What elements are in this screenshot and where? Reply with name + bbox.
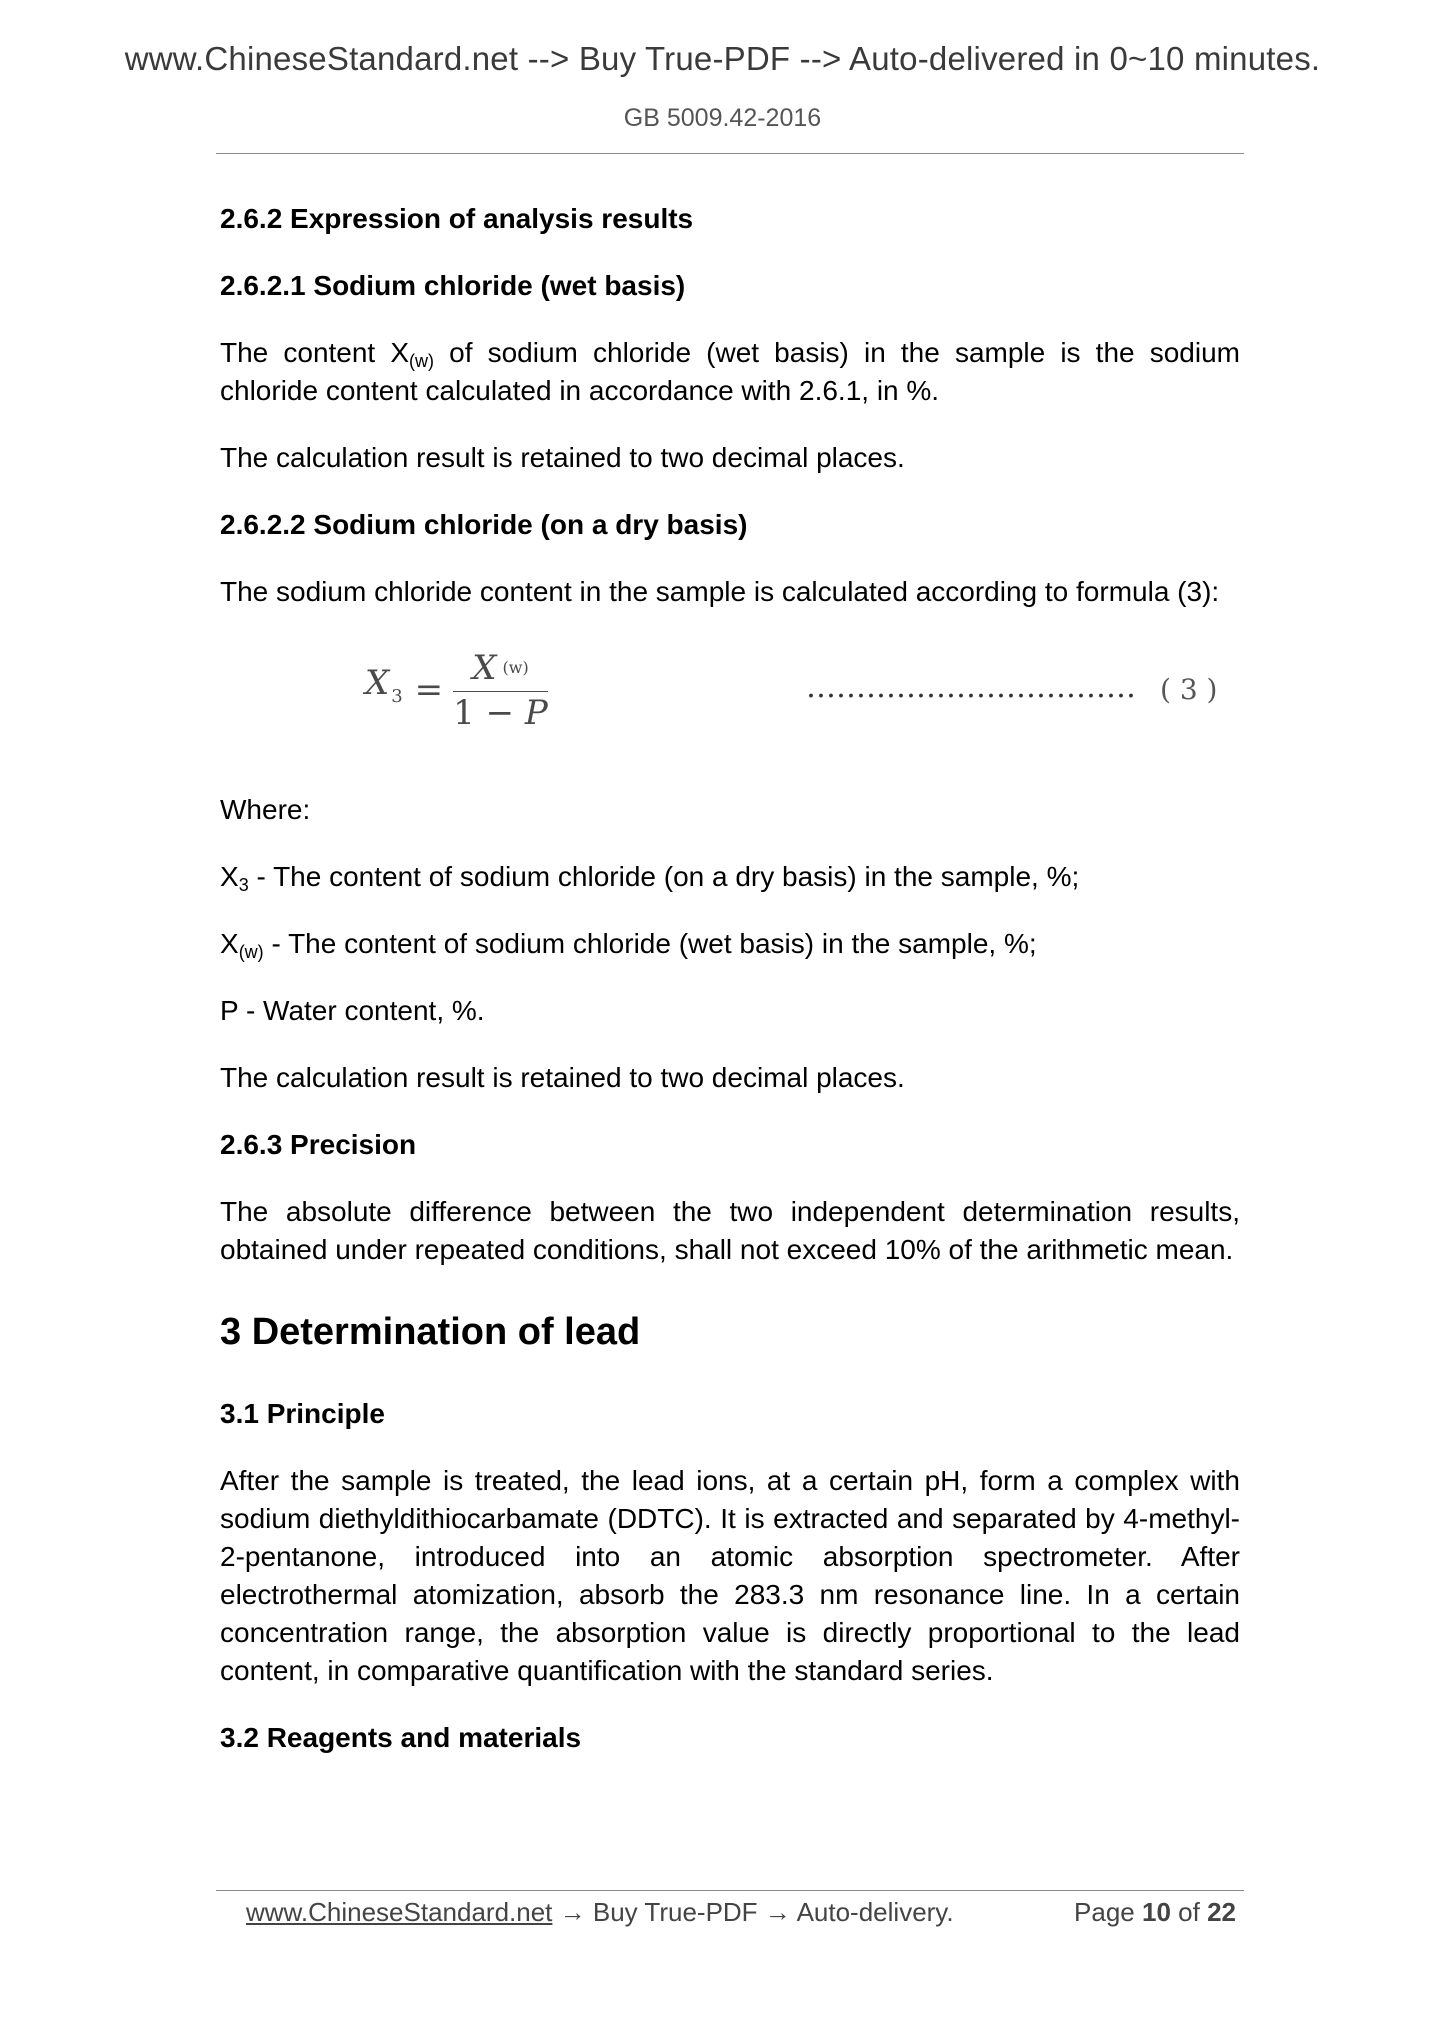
heading-3-1: 3.1 Principle	[220, 1398, 385, 1429]
formula-3	[220, 635, 1240, 755]
subscript: (w)	[409, 351, 435, 371]
heading-2-6-2-2: 2.6.2.2 Sodium chloride (on a dry basis)	[220, 509, 748, 540]
heading-2-6-3: 2.6.3 Precision	[220, 1129, 417, 1160]
text: - The content of sodium chloride (on a dry basis) in the sample, %;	[248, 861, 1080, 892]
formula-lhs	[365, 664, 403, 716]
formula-expression	[365, 635, 548, 745]
formula-numerator	[466, 649, 534, 691]
heading-3-2: 3.2 Reagents and materials	[220, 1722, 582, 1753]
formula-equals: =	[414, 670, 444, 710]
definition-xw	[220, 925, 1240, 963]
page-total: 22	[1207, 1897, 1236, 1927]
definition-x3	[220, 858, 1240, 896]
text: of sodium chloride (wet basis) in the sample is the sodium chloride content calculated in accordance with 2.6.1, in %.	[220, 337, 1240, 406]
text: The content X	[220, 337, 410, 368]
denominator-var: P	[524, 692, 548, 733]
footer-text: → Buy True-PDF → Auto-delivery.	[552, 1897, 954, 1927]
formula-lhs-sub: 3	[391, 686, 403, 707]
text: - The content of sodium chloride (wet basis) in the sample, %;	[263, 928, 1037, 959]
page-indicator	[1074, 1897, 1236, 1928]
paragraph-principle: After the sample is treated, the lead ions, at a certain pH, form a complex with sodium diethyldithiocarbamate (DDTC). It is extracted and separated by 4-methyl-2-pentanone, introduced into an atomic absorption spectrometer. After electrothermal atomization, absorb the 283.3 nm resonance line. In a certain concentration range, the absorption value is directly proportional to the lead content, in comparative quantification with the standard series.	[220, 1465, 1240, 1686]
paragraph-precision: The absolute difference between the two independent determination results, obtained under repeated conditions, shall not exceed 10% of the arithmetic mean.	[220, 1196, 1240, 1265]
heading-2-6-2-1: 2.6.2.1 Sodium chloride (wet basis)	[220, 270, 686, 301]
paragraph-dry-basis: The sodium chloride content in the sample is calculated according to formula (3):	[220, 576, 1220, 607]
standard-number: GB 5009.42-2016	[623, 104, 822, 132]
header-divider	[216, 153, 1244, 154]
subscript: 3	[238, 875, 249, 895]
page-label: Page	[1074, 1897, 1135, 1927]
subscript: (w)	[238, 942, 264, 962]
page-content	[220, 200, 1240, 1786]
footer-divider	[216, 1890, 1244, 1891]
paragraph-retained-1: The calculation result is retained to two decimal places.	[220, 442, 905, 473]
formula-leader-dots: ……………………………	[806, 670, 1136, 705]
paragraph-retained-2: The calculation result is retained to two decimal places.	[220, 1062, 905, 1093]
paragraph-wet-basis	[220, 334, 1240, 410]
footer-link[interactable]: www.ChineseStandard.net	[246, 1897, 553, 1927]
where-label: Where:	[220, 794, 311, 825]
page-of: of	[1178, 1897, 1200, 1927]
numerator-var: X	[472, 647, 497, 688]
heading-3: 3 Determination of lead	[220, 1311, 641, 1353]
var: X	[220, 861, 239, 892]
formula-denominator	[453, 692, 548, 732]
formula-lhs-var: X	[365, 663, 390, 703]
formula-number: ( 3 )	[1160, 673, 1218, 706]
heading-2-6-2: 2.6.2 Expression of analysis results	[220, 203, 694, 234]
formula-fraction	[453, 649, 548, 732]
numerator-sub: (w)	[502, 657, 529, 677]
footer	[246, 1897, 1236, 1928]
page-current: 10	[1142, 1897, 1171, 1927]
denominator-one: 1 −	[453, 692, 515, 733]
definition-p: P - Water content, %.	[220, 995, 485, 1026]
header-banner: www.ChineseStandard.net --> Buy True-PDF --> Auto-delivered in 0~10 minutes.	[124, 40, 1321, 77]
footer-left	[246, 1897, 954, 1928]
var: X	[220, 928, 239, 959]
